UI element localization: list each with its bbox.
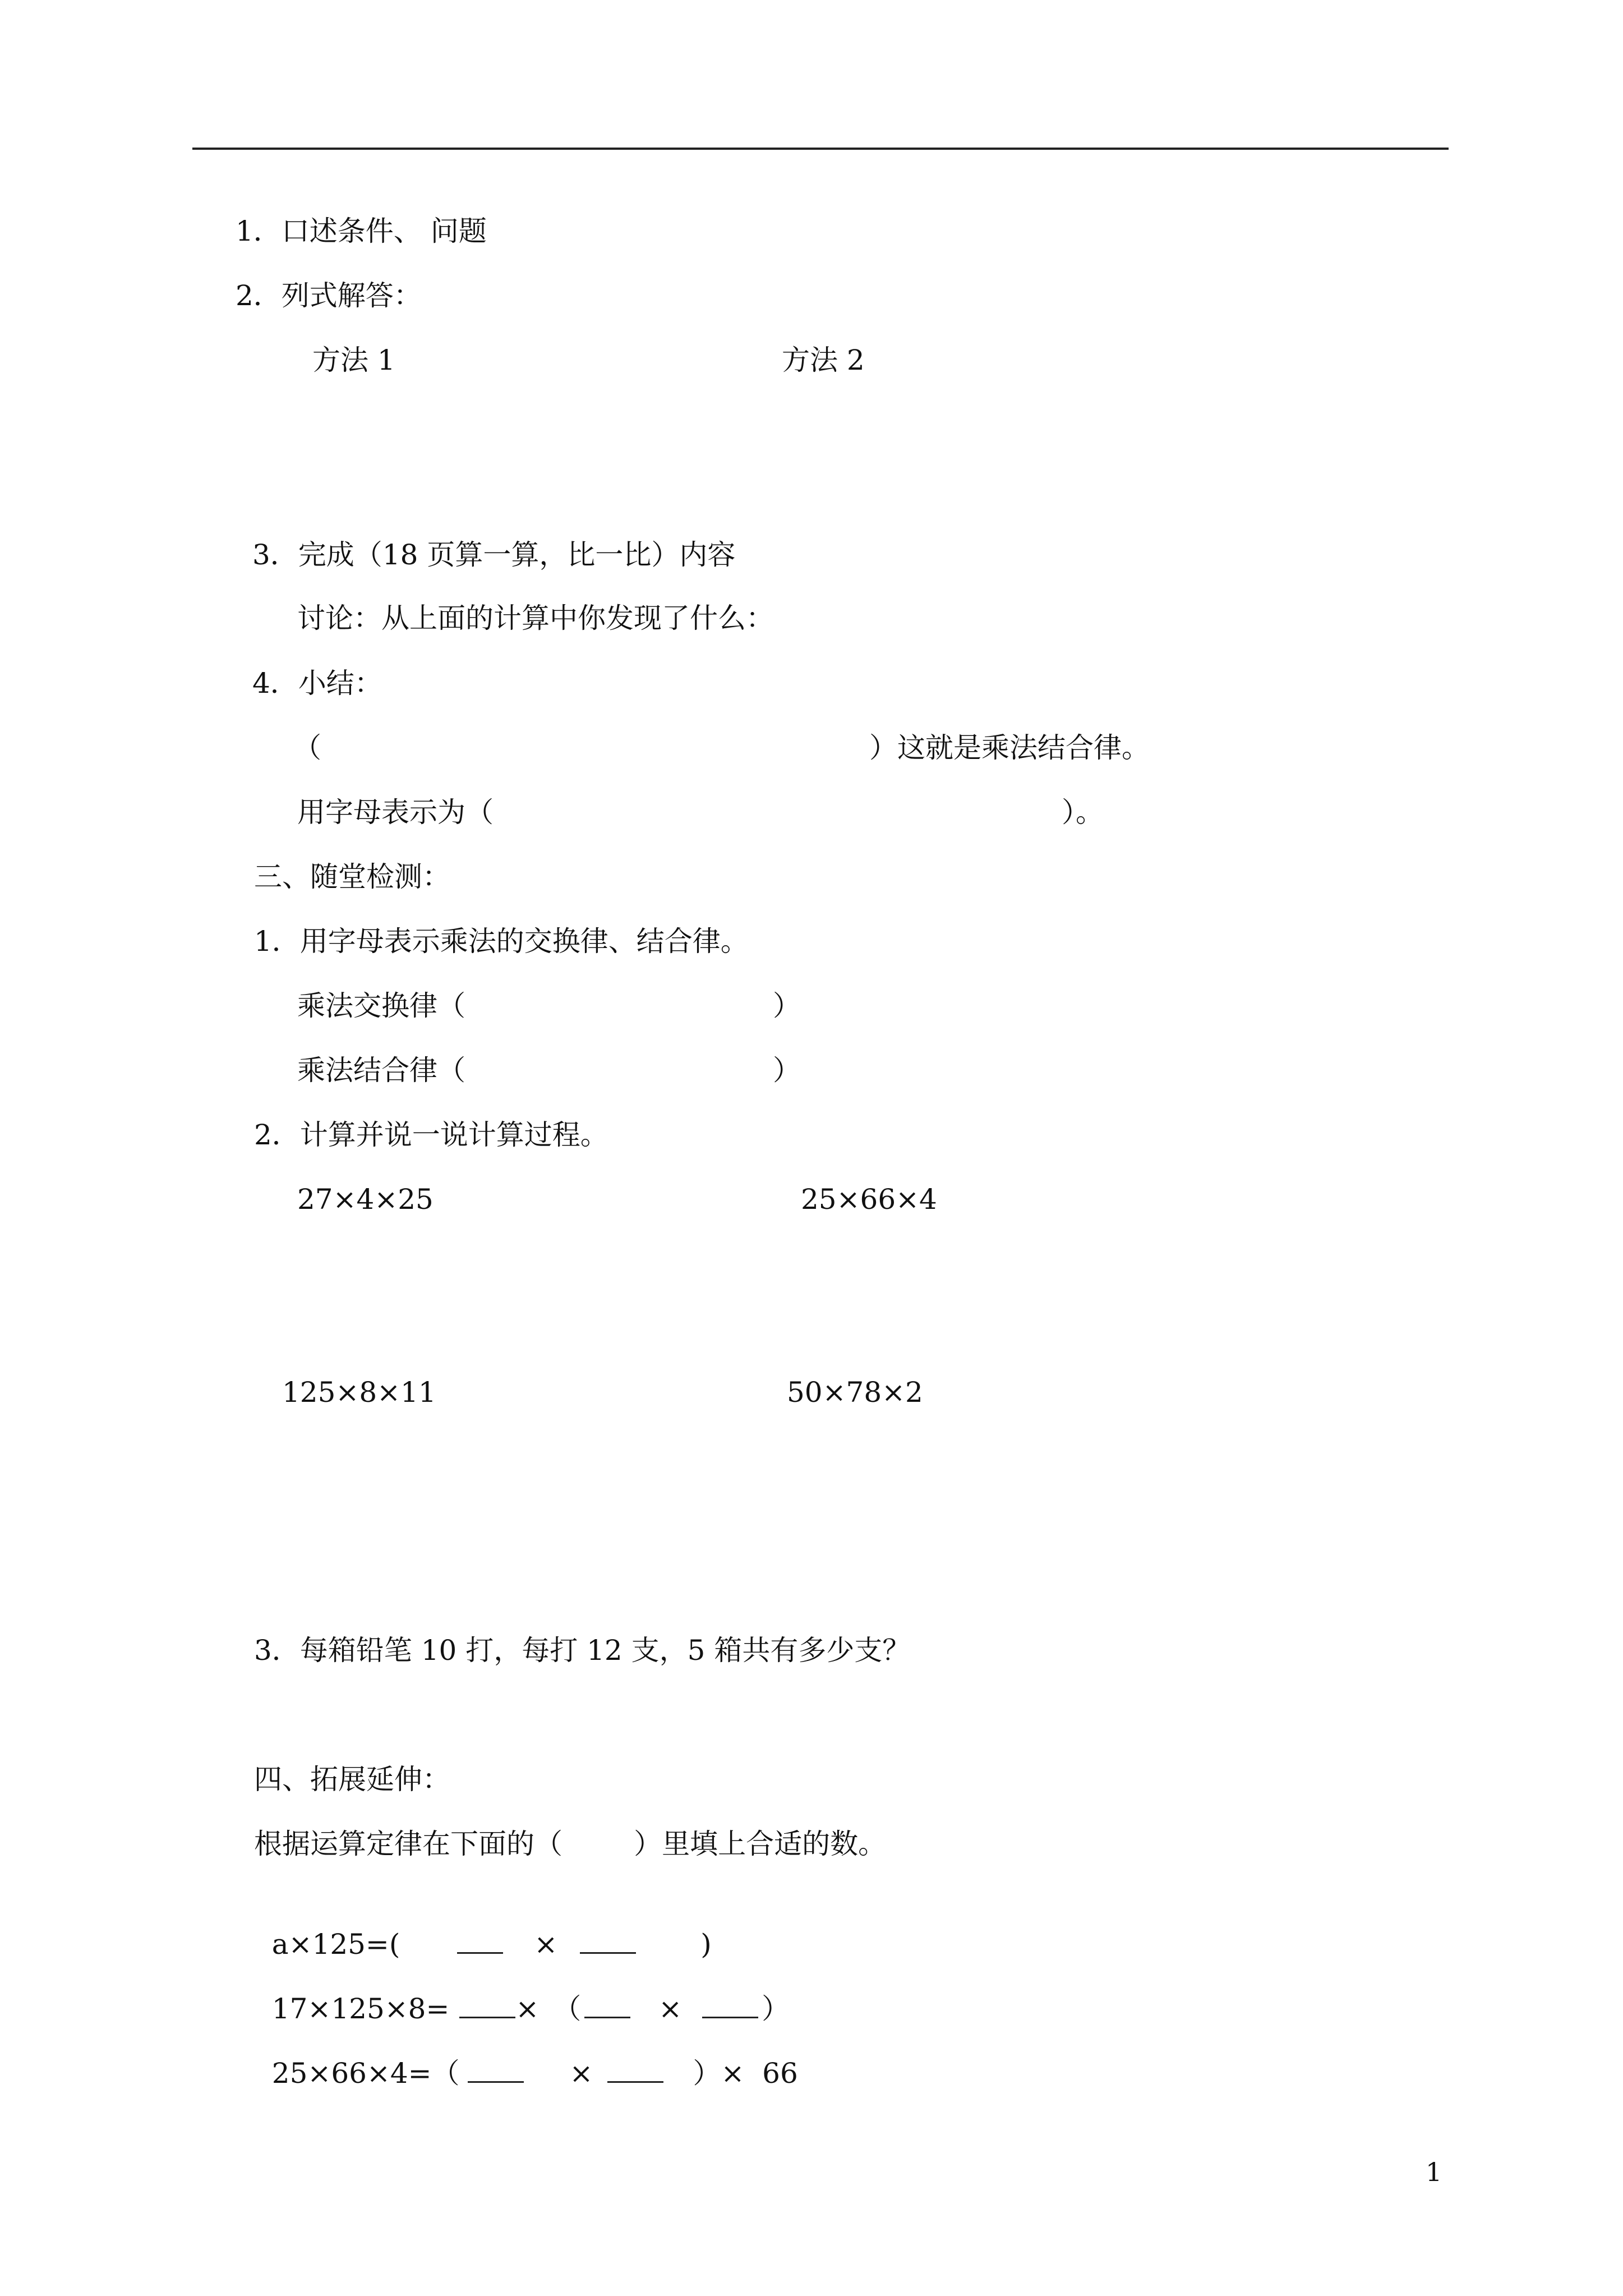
eq3-end: ）× 66	[693, 2057, 798, 2090]
eq2-end: ）	[762, 1993, 790, 2025]
item-1-oral-conditions: 1．口述条件、 问题	[236, 215, 487, 247]
eq3-blank-1[interactable]	[468, 2054, 524, 2083]
discussion-prompt: 讨论：从上面的计算中你发现了什么：	[297, 602, 774, 634]
eq1-blank-2[interactable]	[580, 1925, 636, 1954]
question-2: 2．计算并说一说计算过程。	[254, 1119, 608, 1151]
associative-close: ）	[773, 1054, 801, 1087]
eq1-blank-1[interactable]	[457, 1925, 503, 1954]
item-4-summary: 4．小结：	[252, 667, 382, 700]
equation-1	[254, 1892, 712, 1961]
question-1: 1．用字母表示乘法的交换律、结合律。	[254, 925, 749, 958]
eq2-blank-2[interactable]	[584, 1990, 630, 2018]
eq2-blank-3[interactable]	[702, 1990, 758, 2018]
commutative-close: ）	[773, 990, 801, 1022]
eq3-blank-2[interactable]	[607, 2054, 663, 2083]
fill-instruction: 根据运算定律在下面的（ ）里填上合适的数。	[254, 1828, 887, 1860]
eq2-open: （	[553, 1993, 582, 2025]
method-2-label: 方法 2	[782, 344, 865, 376]
eq2-start: 17×125×8=	[271, 1993, 450, 2025]
item-3-complete: 3．完成（18 页算一算，比一比）内容	[252, 539, 736, 571]
eq1-end: )	[700, 1928, 712, 1961]
calc-50x78x2: 50×78×2	[787, 1376, 923, 1409]
equation-2	[254, 1956, 790, 2026]
item-2-solve: 2．列式解答：	[236, 279, 422, 312]
header-rule	[192, 148, 1449, 150]
calc-25x66x4: 25×66×4	[801, 1183, 937, 1216]
commutative-law-label: 乘法交换律（	[297, 990, 465, 1022]
associative-law-label: 乘法结合律（	[297, 1054, 465, 1087]
calc-27x4x25: 27×4×25	[297, 1183, 434, 1216]
equation-3	[254, 2021, 798, 2090]
eq1-start: a×125=(	[271, 1928, 400, 1961]
method-1-label: 方法 1	[312, 344, 395, 376]
summary-blank-open: （	[293, 731, 321, 764]
calc-125x8x11: 125×8×11	[282, 1376, 436, 1409]
eq3-start: 25×66×4=（	[271, 2057, 460, 2090]
summary-law-statement: ）这就是乘法结合律。	[869, 731, 1150, 764]
eq1-times: ×	[534, 1928, 558, 1961]
letters-close: ）。	[1062, 796, 1104, 829]
eq3-times: ×	[569, 2057, 593, 2090]
question-3: 3．每箱铅笔 10 打，每打 12 支，5 箱共有多少支？	[254, 1634, 911, 1667]
eq2-times-2: ×	[658, 1993, 683, 2025]
section-4-heading: 四、拓展延伸：	[254, 1763, 450, 1796]
section-3-heading: 三、随堂检测：	[254, 861, 450, 893]
eq2-times-1: ×	[515, 1993, 540, 2025]
letters-prefix: 用字母表示为（	[297, 796, 494, 829]
eq2-blank-1[interactable]	[459, 1990, 515, 2018]
page-number: 1	[1426, 2157, 1442, 2187]
